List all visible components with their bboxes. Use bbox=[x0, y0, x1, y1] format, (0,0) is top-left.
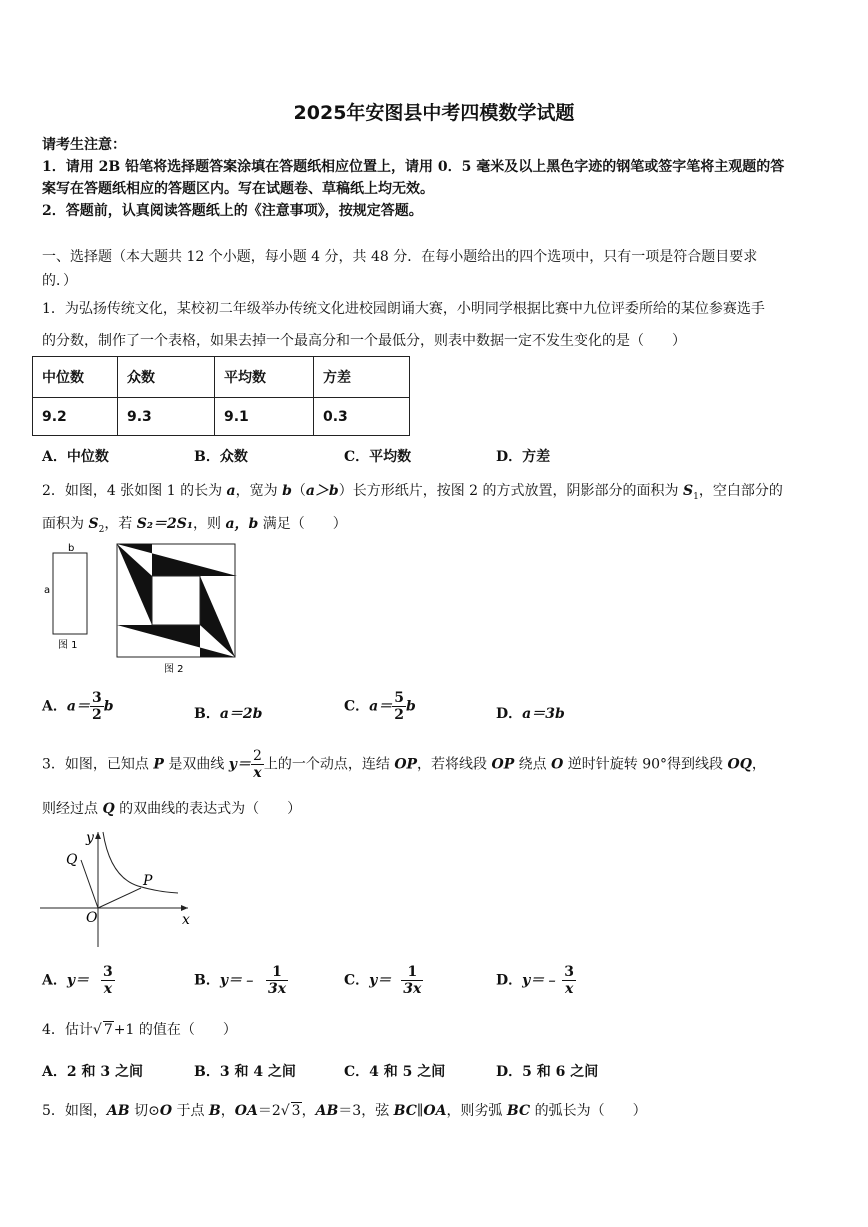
q1-option-a[interactable]: A．中位数 bbox=[42, 449, 109, 465]
q2-line-1-prefix: 2．如图，4 张如图 1 的长为 bbox=[42, 483, 227, 499]
q2-line-2 bbox=[42, 513, 347, 535]
q2-option-c-rhs: b bbox=[405, 698, 416, 715]
q3-fraction-denominator: x bbox=[253, 765, 262, 781]
q3-option-c-lhs: y＝ bbox=[369, 972, 392, 989]
q2-option-d-expr: a＝3b bbox=[522, 706, 565, 722]
q2-fig1-caption: 图 1 bbox=[58, 640, 78, 651]
sqrt-icon: √ bbox=[280, 1103, 290, 1119]
q2-option-a-label: A． bbox=[42, 698, 67, 715]
q3-line-1-prefix: 3．如图，已知点 bbox=[42, 756, 154, 773]
q2-fig2-shade-left bbox=[117, 544, 152, 625]
q5-prefix: 5．如图， bbox=[42, 1103, 107, 1119]
q4-option-b[interactable]: B．3 和 4 之间 bbox=[194, 1064, 296, 1080]
q5-ab: AB bbox=[106, 1103, 130, 1119]
q5-radicand: 3 bbox=[291, 1103, 301, 1119]
q2-s2-sub: 2 bbox=[98, 524, 105, 535]
q2-var-a: a bbox=[226, 483, 236, 499]
q3-segment-oq-line bbox=[81, 860, 98, 908]
q2-line-2-end: 满足（ ） bbox=[258, 516, 347, 532]
q1-table-header-median: 中位数 bbox=[33, 357, 118, 398]
q3-option-a-fraction bbox=[101, 964, 115, 997]
section-heading-line-2: 的．） bbox=[42, 273, 77, 289]
q3-option-d-denominator: x bbox=[564, 981, 574, 997]
notice-item-1-line-2: 案写在答题纸相应的答题区内。写在试题卷、草稿纸上均无效。 bbox=[42, 181, 434, 197]
q5-t6: ＝3，弦 bbox=[338, 1103, 394, 1119]
q2-option-a[interactable] bbox=[42, 690, 114, 723]
q2-s1-sub: 1 bbox=[693, 491, 699, 502]
q2-figure-1 bbox=[40, 540, 100, 655]
q2-option-b[interactable] bbox=[194, 703, 262, 723]
q3-line-1-rest-3: 绕点 bbox=[514, 756, 552, 773]
q4-prefix: 4．估计 bbox=[42, 1022, 93, 1038]
q4-question bbox=[42, 1019, 237, 1039]
q2-fig1-label-b: b bbox=[68, 543, 75, 554]
q3-option-d-fraction bbox=[562, 964, 576, 997]
q3-option-a-numerator: 3 bbox=[103, 964, 113, 980]
q5-t9: 的弧长为（ ） bbox=[530, 1103, 647, 1119]
q5-o: O bbox=[159, 1103, 173, 1119]
q1-table-header-mode: 众数 bbox=[118, 357, 215, 398]
notice-item-1-line-1: 1．请用 2B 铅笔将选择题答案涂填在答题纸相应位置上，请用 0．5 毫米及以上黑色字迹的钢笔或签字笔将主观题的答 bbox=[42, 159, 785, 175]
q3-line-1 bbox=[42, 748, 766, 781]
q3-option-b-label: B． bbox=[194, 972, 220, 989]
q3-line-1-mid: 是双曲线 bbox=[163, 756, 229, 773]
q3-option-b-denominator: 3x bbox=[267, 981, 287, 997]
q5-b: B bbox=[208, 1103, 221, 1119]
q1-option-d[interactable]: D．方差 bbox=[496, 449, 551, 465]
q3-option-a-denominator: x bbox=[103, 981, 113, 997]
q1-option-c[interactable]: C．平均数 bbox=[344, 449, 412, 465]
q3-line-1-rest: 上的一个动点，连结 bbox=[263, 756, 395, 773]
q2-line-1-end: ，空白部分的 bbox=[698, 483, 783, 499]
q3-option-d[interactable] bbox=[496, 964, 576, 997]
q3-graph-label-y: y bbox=[86, 830, 94, 846]
q1-table-value-mean: 9.1 bbox=[215, 398, 314, 436]
q5-t5: ， bbox=[301, 1103, 316, 1119]
q2-option-b-expr: a＝2b bbox=[219, 706, 263, 722]
q3-line-2 bbox=[42, 798, 301, 818]
q2-line-2-mid-2: ，则 bbox=[193, 516, 226, 532]
q5-t2: 于点 bbox=[172, 1103, 209, 1119]
q2-line-1 bbox=[42, 480, 783, 502]
q1-table-header-mean: 平均数 bbox=[215, 357, 314, 398]
q4-radicand: 7 bbox=[103, 1022, 113, 1038]
q5-t1: 切⊙ bbox=[129, 1103, 160, 1119]
q2-option-a-fraction bbox=[90, 690, 104, 723]
q5-t4: ＝2 bbox=[257, 1103, 281, 1119]
q2-line-2-mid: ，若 bbox=[104, 516, 137, 532]
q2-option-c-denominator: 2 bbox=[394, 707, 404, 723]
q3-option-d-lhs: y＝﹣ bbox=[522, 972, 559, 989]
q3-y-axis-arrow bbox=[95, 832, 101, 839]
q3-point-q: Q bbox=[102, 801, 115, 817]
q2-fig2-shade-right bbox=[200, 576, 235, 657]
q3-option-c-numerator: 1 bbox=[401, 964, 423, 981]
q2-line-1-mid-2: （ bbox=[291, 483, 306, 499]
q3-option-b-numerator: 1 bbox=[266, 964, 288, 981]
q3-fraction-numerator: 2 bbox=[252, 748, 262, 764]
q5-t3: ， bbox=[220, 1103, 235, 1119]
q1-table-value-row bbox=[33, 398, 410, 436]
q5-t8: ，则劣弧 bbox=[446, 1103, 507, 1119]
q1-table-header-row bbox=[33, 357, 410, 398]
q3-option-a-lhs: y＝ bbox=[66, 972, 90, 989]
q5-oa: OA bbox=[234, 1103, 258, 1119]
q2-fig2-caption: 图 2 bbox=[164, 664, 184, 675]
q3-option-b[interactable] bbox=[194, 964, 288, 997]
q1-table-header-variance: 方差 bbox=[314, 357, 410, 398]
q3-option-d-numerator: 3 bbox=[564, 964, 575, 980]
q2-option-a-lhs: a＝ bbox=[66, 698, 90, 715]
q2-option-a-rhs: b bbox=[103, 698, 114, 715]
q3-graph-label-q: Q bbox=[66, 852, 78, 868]
q2-option-a-numerator: 3 bbox=[91, 690, 102, 706]
q2-equation: S₂＝2S₁ bbox=[136, 516, 193, 532]
q2-option-a-denominator: 2 bbox=[91, 707, 102, 723]
section-heading-line-1: 一、选择题（本大题共 12 个小题，每小题 4 分，共 48 分．在每小题给出的四个选项中，只有一项是符合题目要求 bbox=[42, 249, 758, 265]
q3-line-1-rest-2: ，若将线段 bbox=[417, 756, 492, 773]
q2-fig1-rectangle bbox=[53, 553, 87, 634]
q2-line-2-prefix: 面积为 bbox=[42, 516, 89, 532]
q2-fig1-label-a: a bbox=[44, 585, 51, 596]
q5-question bbox=[42, 1100, 647, 1120]
q4-option-d[interactable]: D．5 和 6 之间 bbox=[496, 1064, 599, 1080]
q2-option-c-lhs: a＝ bbox=[369, 698, 393, 715]
q3-line-2-end: 的双曲线的表达式为（ ） bbox=[114, 801, 302, 817]
q1-line-2: 的分数，制作了一个表格，如果去掉一个最高分和一个最低分，则表中数据一定不发生变化的是（ ） bbox=[42, 333, 686, 349]
q3-option-b-lhs: y＝﹣ bbox=[219, 972, 256, 989]
q3-segment-op-2: OP bbox=[491, 756, 515, 773]
q3-segment-oq: OQ bbox=[727, 756, 752, 773]
q3-option-c-denominator: 3x bbox=[403, 981, 422, 997]
notice-item-2: 2．答题前，认真阅读答题纸上的《注意事项》，按规定答题。 bbox=[42, 203, 423, 219]
q3-option-a[interactable] bbox=[42, 964, 115, 997]
q2-option-b-label: B． bbox=[194, 706, 220, 722]
q3-option-c-fraction bbox=[401, 964, 423, 997]
q2-option-d-label: D． bbox=[496, 706, 523, 722]
q2-option-c-numerator: 5 bbox=[394, 690, 404, 706]
q4-option-a[interactable]: A．2 和 3 之间 bbox=[42, 1064, 143, 1080]
q3-graph-label-o: O bbox=[86, 910, 98, 926]
q2-vars-ab: a，b bbox=[225, 516, 259, 532]
q1-option-b[interactable]: B．众数 bbox=[194, 449, 248, 465]
sqrt-icon: √ bbox=[92, 1022, 102, 1038]
q3-option-c-label: C． bbox=[344, 972, 370, 989]
q3-line-1-end: ， bbox=[751, 756, 766, 773]
q3-option-a-label: A． bbox=[42, 972, 67, 989]
q2-s1: S bbox=[683, 483, 694, 499]
q2-option-c[interactable] bbox=[344, 690, 416, 723]
q3-hyperbola-fraction bbox=[251, 748, 264, 781]
q5-ab-2: AB bbox=[315, 1103, 339, 1119]
q3-option-c[interactable] bbox=[344, 964, 423, 997]
q3-y-eq: y＝ bbox=[228, 756, 251, 773]
q2-option-d[interactable] bbox=[496, 703, 565, 723]
q1-table-value-mode: 9.3 bbox=[118, 398, 215, 436]
q5-t7: ∥ bbox=[416, 1103, 424, 1119]
q3-line-2-prefix: 则经过点 bbox=[42, 801, 103, 817]
q1-line-1: 1．为弘扬传统文化，某校初二年级举办传统文化进校园朗诵大赛，小明同学根据比赛中九位评委所给的某位参赛选手 bbox=[42, 301, 765, 317]
page-title: 2025年安图县中考四模数学试题 bbox=[293, 102, 575, 124]
q3-point-p: P bbox=[153, 756, 164, 773]
q2-line-1-mid-1: ，宽为 bbox=[235, 483, 283, 499]
q3-graph-label-p: P bbox=[143, 873, 153, 889]
q1-table-value-median: 9.2 bbox=[33, 398, 118, 436]
q3-x-axis-arrow bbox=[181, 905, 188, 911]
q3-point-o: O bbox=[551, 756, 564, 773]
q1-table-value-variance: 0.3 bbox=[314, 398, 410, 436]
q2-figure-2 bbox=[112, 540, 242, 680]
q3-line-1-rest-4: 逆时针旋转 90°得到线段 bbox=[563, 756, 728, 773]
q1-stats-table bbox=[32, 356, 410, 436]
q3-graph-label-x: x bbox=[182, 912, 190, 928]
q3-hyperbola-curve bbox=[103, 832, 178, 893]
q4-option-c[interactable]: C．4 和 5 之间 bbox=[344, 1064, 446, 1080]
q2-s2: S bbox=[88, 516, 99, 532]
q2-line-1-mid-3: ）长方形纸片，按图 2 的方式放置，阴影部分的面积为 bbox=[338, 483, 683, 499]
q3-segment-op-line bbox=[98, 888, 141, 908]
q2-var-b: b bbox=[282, 483, 292, 499]
q2-option-c-fraction bbox=[392, 690, 406, 723]
q2-option-c-label: C． bbox=[344, 698, 370, 715]
q2-condition: a＞b bbox=[305, 483, 339, 499]
q3-graph bbox=[38, 822, 198, 952]
q5-bc-2: BC bbox=[506, 1103, 531, 1119]
q3-option-d-label: D． bbox=[496, 972, 523, 989]
notice-heading: 请考生注意： bbox=[42, 137, 126, 153]
q4-suffix: +1 的值在（ ） bbox=[113, 1022, 237, 1038]
q3-segment-op: OP bbox=[394, 756, 418, 773]
q5-bc: BC bbox=[393, 1103, 417, 1119]
q3-option-b-fraction bbox=[266, 964, 288, 997]
q2-fig2-center-square bbox=[152, 576, 200, 625]
q5-oa-2: OA bbox=[423, 1103, 447, 1119]
